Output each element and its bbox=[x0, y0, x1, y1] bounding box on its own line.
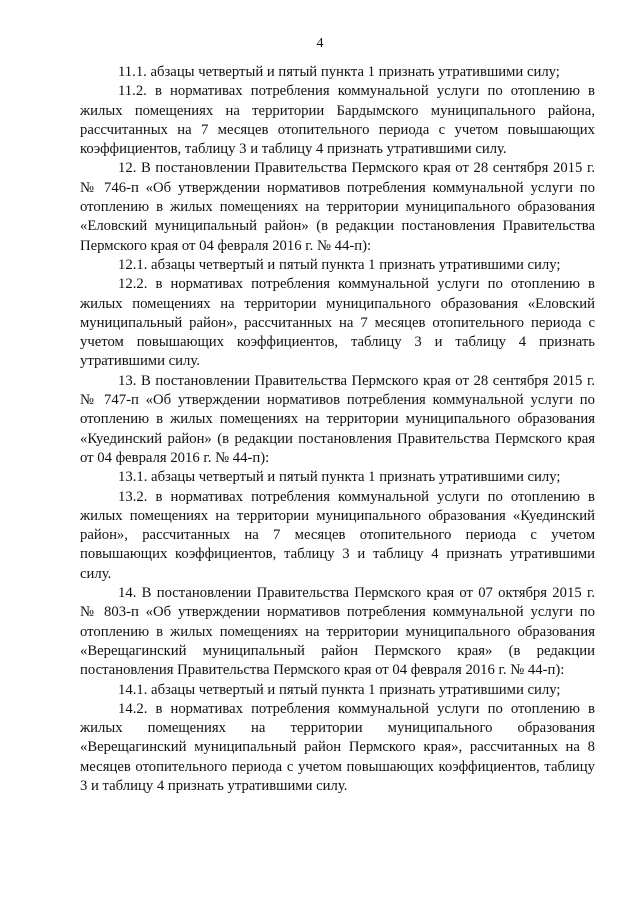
paragraph-12: 12. В постановлении Правительства Пермского края от 28 сентября 2015 г. № 746-п «Об утверждении нормативов потребления коммунальной услуги по отоплению в жилых помещениях на территории муниципального образования «Еловский муниципальный район» (в редакции постановления Правительства Пермского края от 04 февраля 2016 г. № 44-п): bbox=[80, 160, 595, 254]
paragraph-13-2: 13.2. в нормативах потребления коммунальной услуги по отоплению в жилых помещениях на территории муниципального образования «Куединский район», рассчитанных на 7 месяцев отопительного периода с учетом повышающих коэффициентов, таблицу 3 и таблицу 4 признать утратившими силу. bbox=[80, 488, 595, 582]
paragraph-13: 13. В постановлении Правительства Пермского края от 28 сентября 2015 г. № 747-п «Об утверждении нормативов потребления коммунальной услуги по отоплению в жилых помещениях на территории муниципального образования «Куединский район» (в редакции постановления Правительства Пермского края от 04 февраля 2016 г. № 44-п): bbox=[80, 372, 595, 466]
paragraph-11-2: 11.2. в нормативах потребления коммунальной услуги по отоплению в жилых помещениях на территории Бардымского муниципального района, рассчитанных на 7 месяцев отопительного периода с учетом повышающих коэффициентов, таблицу 3 и таблицу 4 признать утратившими силу. bbox=[80, 83, 595, 158]
paragraph-13-1: 13.1. абзацы четвертый и пятый пункта 1 признать утратившими силу; bbox=[118, 469, 561, 486]
paragraph-12-2: 12.2. в нормативах потребления коммунальной услуги по отоплению в жилых помещениях на территории муниципального образования «Еловский муниципальный район», рассчитанных на 7 месяцев отопительного периода с учетом повышающих коэффициентов, таблицу 3 и таблицу 4 признать утратившими силу. bbox=[80, 276, 595, 370]
paragraph-11-1: 11.1. абзацы четвертый и пятый пункта 1 признать утратившими силу; bbox=[118, 64, 560, 80]
document-body bbox=[80, 63, 595, 796]
paragraph-14-1: 14.1. абзацы четвертый и пятый пункта 1 признать утратившими силу; bbox=[118, 681, 561, 698]
paragraph-14-2: 14.2. в нормативах потребления коммунальной услуги по отоплению в жилых помещениях на территории муниципального образования «Верещагинский муниципальный район Пермского края», рассчитанных на 8 месяцев отопительного периода с учетом повышающих коэффициентов, таблицу 3 и таблицу 4 признать утратившими силу. bbox=[80, 700, 595, 794]
paragraph-14: 14. В постановлении Правительства Пермского края от 07 октября 2015 г. № 803-п «Об утверждении нормативов потребления коммунальной услуги по отоплению в жилых помещениях на территории муниципального образования «Верещагинский муниципальный район Пермского края» (в редакции постановления Правительства Пермского края от 04 февраля 2016 г. № 44-п): bbox=[80, 585, 595, 679]
paragraph-12-1: 12.1. абзацы четвертый и пятый пункта 1 признать утратившими силу; bbox=[118, 256, 561, 273]
page-number: 4 bbox=[316, 36, 324, 51]
